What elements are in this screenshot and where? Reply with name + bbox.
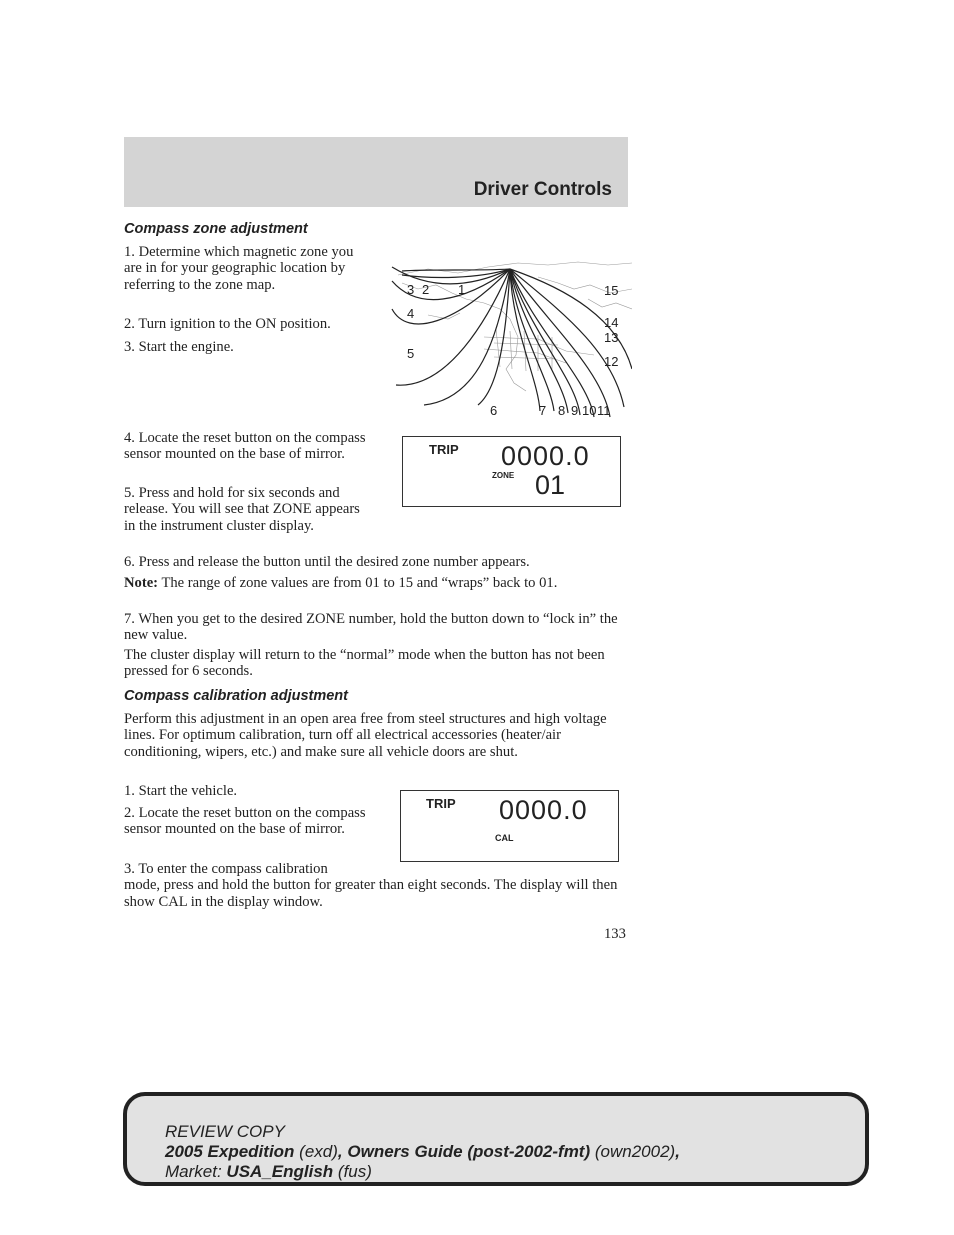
calibration-step-3 <box>124 861 624 910</box>
cal-trip-label: TRIP <box>426 796 456 811</box>
zone-display <box>402 436 621 507</box>
calibration-step-2: 2. Locate the reset button on the compass sensor mounted on the base of mirror. <box>124 805 366 838</box>
footer-model-code: (exd) <box>299 1142 338 1161</box>
footer-sep-2: , <box>675 1142 680 1161</box>
page-title: Driver Controls <box>473 179 612 200</box>
odometer-value: 0000.0 <box>501 441 590 471</box>
zone-label-2: 2 <box>422 282 430 297</box>
footer-guide: Owners Guide (post-2002-fmt) <box>347 1142 591 1161</box>
zone-label-14: 14 <box>604 315 619 330</box>
zone-label-1: 1 <box>458 282 466 297</box>
footer-market-line <box>165 1162 372 1182</box>
zone-indicator: ZONE <box>492 471 515 480</box>
zone-step-6: 6. Press and release the button until the desired zone number appears. <box>124 554 530 570</box>
cal-display <box>400 790 619 862</box>
calibration-step-3-rest: mode, press and hold the button for greater than eight seconds. The display will then show CAL in the display window. <box>124 877 618 910</box>
zone-label-5: 5 <box>407 346 415 361</box>
footer-model-line <box>165 1142 680 1162</box>
zone-value: 01 <box>535 470 566 500</box>
calibration-intro: Perform this adjustment in an open area free from steel structures and high voltage lines. For optimum calibration, turn off all electrical accessories (heater/air conditioning, wipers, etc.) and make sure all vehicle doors are shut. <box>124 711 607 760</box>
trip-label: TRIP <box>429 442 459 457</box>
footer-market-code: (fus) <box>337 1162 372 1181</box>
calibration-step-1: 1. Start the vehicle. <box>124 783 238 799</box>
review-copy-label: REVIEW COPY <box>165 1122 285 1141</box>
cal-indicator: CAL <box>495 833 514 843</box>
zone-label-10: 10 <box>582 403 597 418</box>
zone-label-15: 15 <box>604 283 619 298</box>
section-heading-calibration: Compass calibration adjustment <box>124 688 348 704</box>
zone-step-5: 5. Press and hold for six seconds and release. You will see that ZONE appears in the instrument cluster display. <box>124 485 360 534</box>
page-number: 133 <box>604 926 626 942</box>
zone-step-1: 1. Determine which magnetic zone you are in for your geographic location by referring to the zone map. <box>124 244 354 293</box>
zone-step-2: 2. Turn ignition to the ON position. <box>124 316 331 332</box>
zone-step-4: 4. Locate the reset button on the compass sensor mounted on the base of mirror. <box>124 430 366 463</box>
zone-label-13: 13 <box>604 330 619 345</box>
zone-label-6: 6 <box>490 403 498 418</box>
zone-note <box>124 575 624 591</box>
zone-step-3: 3. Start the engine. <box>124 339 234 355</box>
calibration-step-3-start: 3. To enter the compass calibration <box>124 861 328 877</box>
zone-map <box>388 259 632 421</box>
zone-label-9: 9 <box>571 403 579 418</box>
zone-step-7: 7. When you get to the desired ZONE number, hold the button down to “lock in” the new value. <box>124 611 618 644</box>
footer-model: 2005 Expedition <box>165 1142 295 1161</box>
zone-label-11: 11 <box>597 403 611 418</box>
zone-normal-mode: The cluster display will return to the “normal” mode when the button has not been pressed for 6 seconds. <box>124 647 605 680</box>
zone-display-graphic <box>403 437 620 506</box>
zone-label-12: 12 <box>604 354 619 369</box>
section-heading-zone: Compass zone adjustment <box>124 221 308 237</box>
zone-label-7: 7 <box>539 403 547 418</box>
footer-market: USA_English <box>226 1162 334 1181</box>
zone-label-8: 8 <box>558 403 566 418</box>
zone-map-figure <box>388 259 632 421</box>
review-footer <box>123 1092 869 1186</box>
note-text: The range of zone values are from 01 to 15 and “wraps” back to 01. <box>161 575 558 591</box>
footer-guide-code: (own2002) <box>594 1142 676 1161</box>
footer-sep-1: , <box>337 1142 343 1161</box>
zone-label-3: 3 <box>407 282 415 297</box>
zone-map-labels <box>407 282 618 418</box>
footer-market-label: Market: <box>165 1162 222 1181</box>
cal-display-graphic <box>401 791 618 861</box>
header-bar <box>124 137 628 207</box>
note-label: Note: <box>124 575 159 591</box>
cal-odometer-value: 0000.0 <box>499 795 588 825</box>
zone-label-4: 4 <box>407 306 415 321</box>
